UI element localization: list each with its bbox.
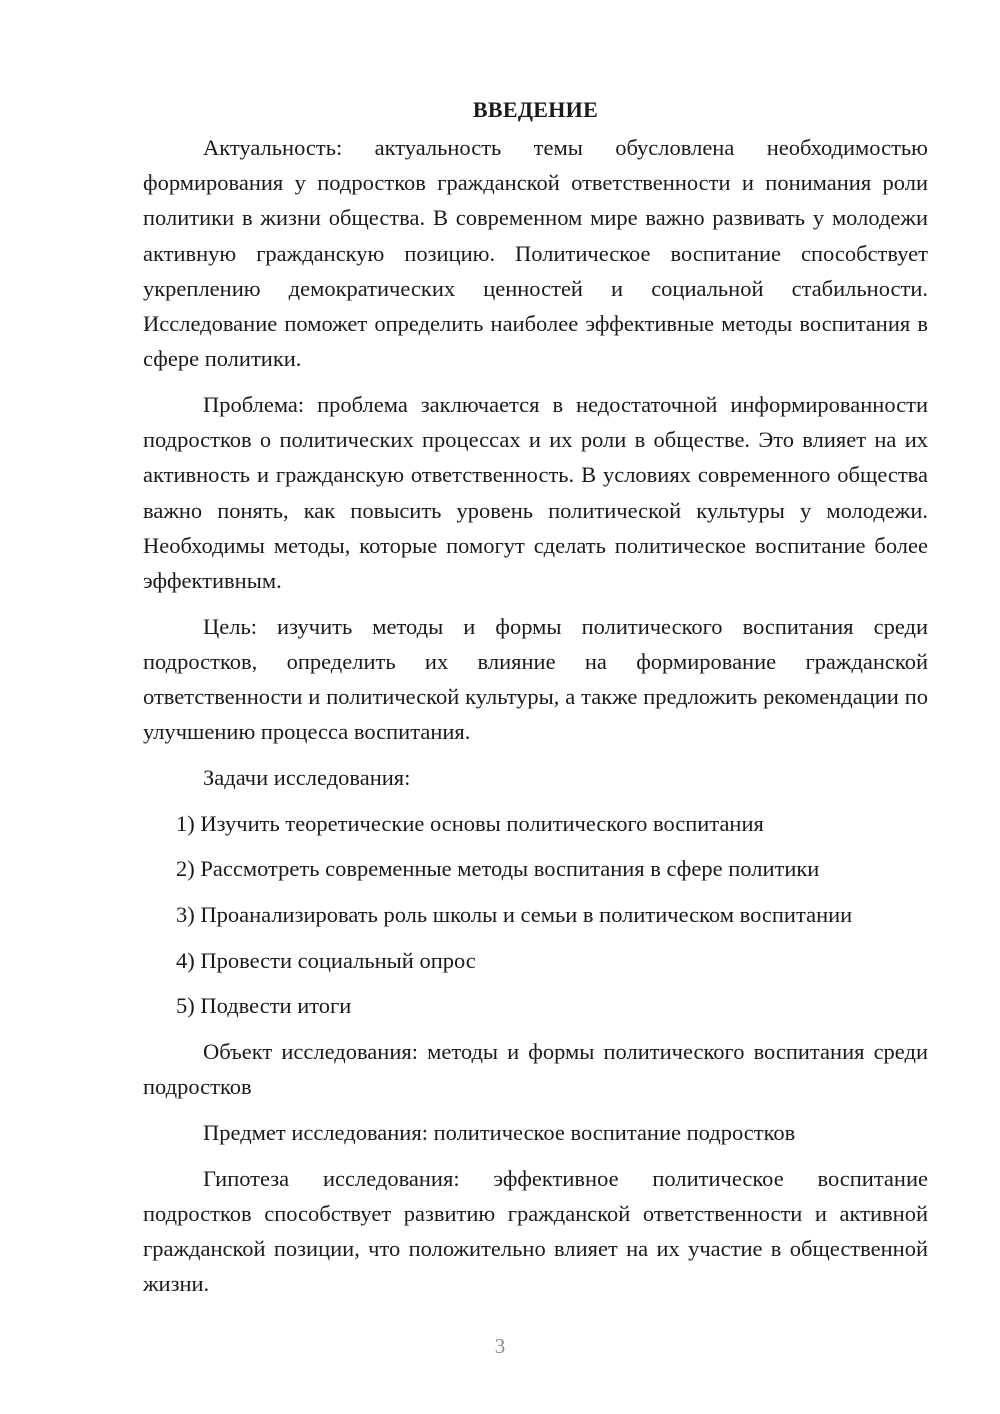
- task-item: 2) Рассмотреть современные методы воспитания в сфере политики: [176, 856, 820, 882]
- document-page: [143, 92, 928, 1312]
- task-list: [143, 806, 928, 1024]
- task-item: 1) Изучить теоретические основы политического воспитания: [176, 810, 764, 836]
- page-title: ВВЕДЕНИЕ: [472, 97, 599, 122]
- object-paragraph: Объект исследования: методы и формы политического воспитания среди подростков: [143, 1039, 928, 1100]
- tasks-heading: Задачи исследования:: [203, 764, 411, 790]
- task-item: 5) Подвести итоги: [176, 993, 352, 1019]
- task-item: 4) Провести социальный опрос: [176, 947, 476, 973]
- goal-paragraph: Цель: изучить методы и формы политического воспитания среди подростков, определить их влияние на формирование гражданской ответственности и политической культуры, а также предложить рекомендации по улучшению процесса воспитания.: [143, 613, 928, 745]
- task-item: 3) Проанализировать роль школы и семьи в политическом воспитании: [176, 902, 853, 928]
- relevance-paragraph: Актуальность: актуальность темы обусловлена необходимостью формирования у подростков гражданской ответственности и понимания роли политики в жизни общества. В современном мире важно развивать у молодежи активную гражданскую позицию. Политическое воспитание способствует укреплению демократических ценностей и социальной стабильности. Исследование поможет определить наиболее эффективные методы воспитания в сфере политики.: [143, 135, 928, 372]
- problem-paragraph: Проблема: проблема заключается в недостаточной информированности подростков о политических процессах и их роли в обществе. Это влияет на их активность и гражданскую ответственность. В условиях современного общества важно понять, как повысить уровень политической культуры у молодежи. Необходимы методы, которые помогут сделать политическое воспитание более эффективным.: [143, 391, 928, 593]
- page-number: 3: [494, 1334, 506, 1358]
- subject-paragraph: Предмет исследования: политическое воспитание подростков: [203, 1120, 796, 1146]
- hypothesis-paragraph: Гипотеза исследования: эффективное политическое воспитание подростков способствует развитию гражданской ответственности и активной гражданской позиции, что положительно влияет на их участие в общественной жизни.: [143, 1165, 928, 1297]
